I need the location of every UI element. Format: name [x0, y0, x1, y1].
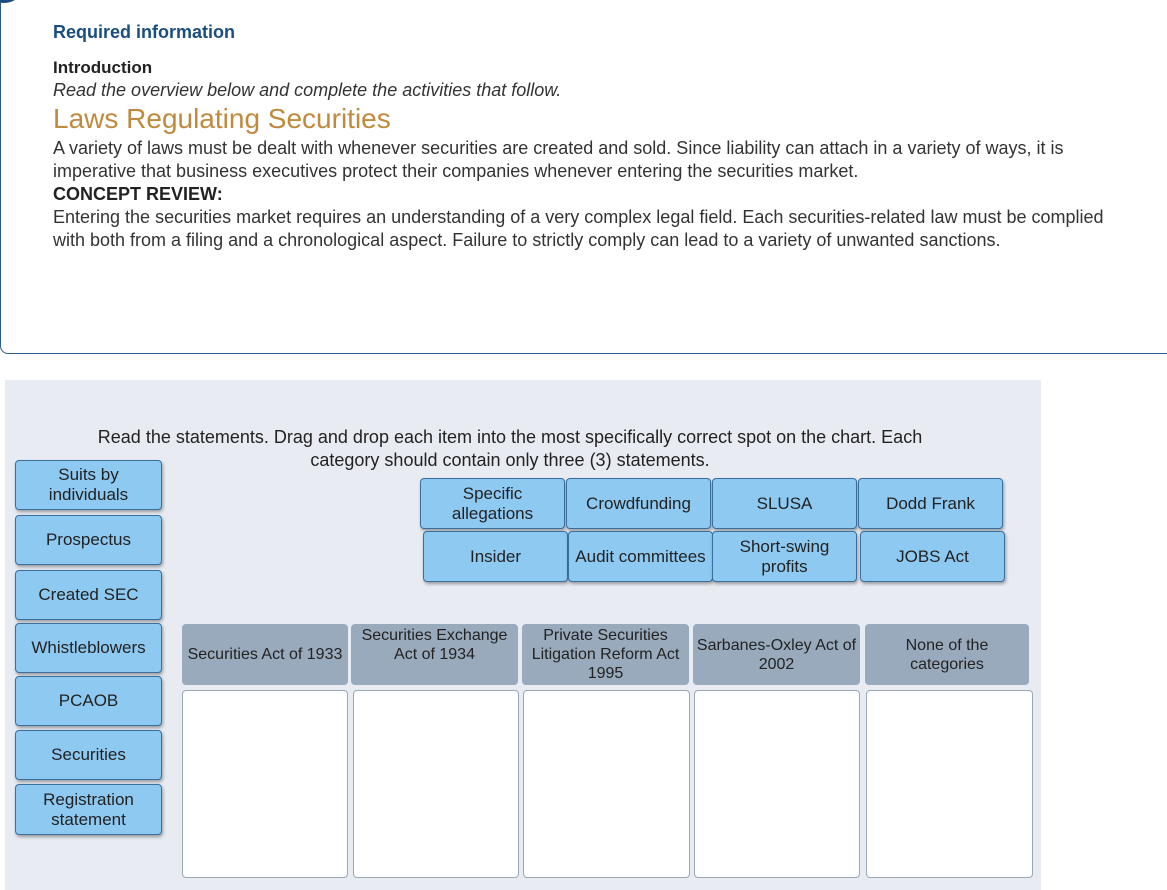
corner-badge-icon [0, 0, 21, 3]
introduction-text: Read the overview below and complete the activities that follow. [53, 80, 562, 100]
concept-review-label: CONCEPT REVIEW: [53, 184, 223, 204]
concept-review-paragraph: Entering the securities market requires an understanding of a very complex legal field. Each securities-related law must be complied with both from a filing and a chronological aspect. Failure to strictly comply can lead to a variety of unwanted sanctions. [53, 207, 1104, 250]
drag-item-registration-statement[interactable]: Registration statement [15, 784, 162, 835]
category-header-pslra-1995: Private Securities Litigation Reform Act 1995 [522, 624, 689, 685]
drag-item-jobs-act[interactable]: JOBS Act [860, 531, 1005, 582]
drop-zone-none[interactable] [866, 690, 1033, 878]
drag-item-suits-by-individuals[interactable]: Suits by individuals [15, 460, 162, 510]
section-title: Laws Regulating Securities [53, 103, 391, 134]
drop-zone-sarbanes-oxley-2002[interactable] [694, 690, 860, 878]
drag-item-securities[interactable]: Securities [15, 730, 162, 780]
drag-item-prospectus[interactable]: Prospectus [15, 515, 162, 565]
required-info-heading: Required information [53, 22, 236, 42]
category-header-securities-exchange-act-1934: Securities Exchange Act of 1934 [351, 624, 518, 685]
category-header-sarbanes-oxley-2002: Sarbanes-Oxley Act of 2002 [693, 624, 860, 685]
drop-zone-securities-act-1933[interactable] [182, 690, 348, 878]
drag-item-dodd-frank[interactable]: Dodd Frank [858, 478, 1003, 529]
drag-item-audit-committees[interactable]: Audit committees [568, 531, 713, 582]
drag-item-specific-allegations[interactable]: Specific allegations [420, 478, 565, 529]
activity-instructions: Read the statements. Drag and drop each item into the most specifically correct spot on the chart. Each category should contain only three (3) statements. [97, 427, 923, 470]
drag-item-short-swing-profits[interactable]: Short-swing profits [712, 531, 857, 582]
drag-item-pcaob[interactable]: PCAOB [15, 676, 162, 726]
drag-item-whistleblowers[interactable]: Whistleblowers [15, 623, 162, 673]
drop-zone-pslra-1995[interactable] [523, 690, 690, 878]
drag-drop-activity [5, 380, 1041, 890]
category-header-none: None of the categories [865, 624, 1029, 685]
drop-zone-securities-exchange-act-1934[interactable] [353, 690, 519, 878]
introduction-label: Introduction [53, 58, 153, 77]
drag-item-slusa[interactable]: SLUSA [712, 478, 857, 529]
drag-item-insider[interactable]: Insider [423, 531, 568, 582]
overview-paragraph: A variety of laws must be dealt with whenever securities are created and sold. Since liability can attach in a variety of ways, it is imperative that business executives protect their companies whenever entering the securities market. [53, 138, 1064, 181]
drag-item-created-sec[interactable]: Created SEC [15, 570, 162, 620]
category-header-securities-act-1933: Securities Act of 1933 [182, 624, 348, 685]
drag-item-crowdfunding[interactable]: Crowdfunding [566, 478, 711, 529]
